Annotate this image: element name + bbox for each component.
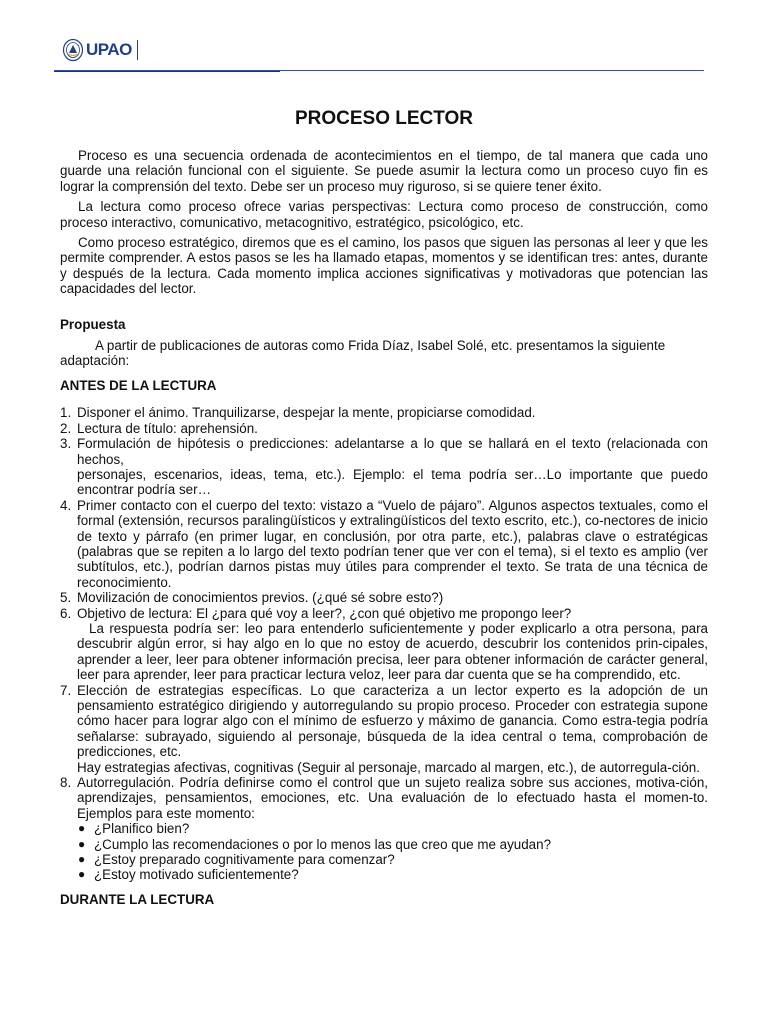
bullet-item: [77, 821, 708, 836]
item-text: Disponer el ánimo. Tranquilizarse, despejar la mente, propiciarse comodidad.: [77, 405, 536, 421]
propuesta-heading: Propuesta: [60, 316, 126, 332]
intro-paragraph: La lectura como proceso ofrece varias perspectivas: Lectura como proceso de construcción, como proceso interactivo, comunicativo, metacognitivo, estratégico, psicológico, etc.: [60, 199, 708, 230]
item-text: Objetivo de lectura: El ¿para qué voy a leer?, ¿con qué objetivo me propongo leer?: [77, 605, 572, 621]
bullet-text: ¿Estoy motivado suficientemente?: [94, 867, 299, 883]
bullet-text: ¿Cumplo las recomendaciones o por lo menos las que creo que me ayudan?: [94, 836, 552, 852]
upao-logo: [62, 38, 138, 62]
bullet-icon: ●: [78, 821, 86, 836]
bullet-icon: ●: [78, 836, 86, 851]
propuesta-paragraph: A partir de publicaciones de autoras como Frida Díaz, Isabel Solé, etc. presentamos la siguiente adaptación:: [60, 338, 666, 369]
document-body: [60, 108, 708, 907]
list-item: [60, 606, 708, 683]
page-header: [54, 36, 706, 76]
logo-text: UPAO: [86, 40, 132, 59]
list-item: [60, 405, 708, 420]
page-title: PROCESO LECTOR: [294, 108, 474, 129]
antes-steps-list: [60, 405, 708, 883]
item-number: 2.: [60, 420, 72, 436]
item-text: Movilización de conocimientos previos. (¿qué sé sobre esto?): [77, 590, 444, 606]
durante-heading: DURANTE LA LECTURA: [60, 891, 215, 907]
item-number: 7.: [60, 682, 72, 698]
bullet-item: [77, 867, 708, 882]
list-item: [60, 775, 708, 883]
item-text-continued: Hay estrategias afectivas, cognitivas (Seguir al personaje, marcado al margen, etc.), de autorregula-ción.: [77, 759, 700, 775]
list-item: [60, 436, 708, 498]
item-number: 6.: [60, 605, 72, 621]
university-seal-icon: [62, 38, 84, 62]
list-item: [60, 498, 708, 590]
bullet-text: ¿Planifico bien?: [94, 821, 190, 837]
item-number: 1.: [60, 405, 72, 421]
item-text-continued: personajes, escenarios, ideas, tema, etc.). Ejemplo: el tema podría ser…Lo importante que puedo encontrar podría ser…: [77, 466, 708, 498]
list-item: [60, 590, 708, 605]
bullet-icon: ●: [78, 852, 86, 867]
bullet-item: [77, 837, 708, 852]
item-number: 4.: [60, 497, 72, 513]
list-item: [60, 683, 708, 775]
item-number: 3.: [60, 436, 72, 452]
item-text: Lectura de título: aprehensión.: [77, 420, 258, 436]
intro-paragraph: Como proceso estratégico, diremos que es el camino, los pasos que siguen las personas al leer y que les permite comprender. A estos pasos se les ha llamado etapas, momentos y se identifican tres: antes, durante y después de la lectura. Cada momento implica acciones significativas y motivadoras que potencian las capacidades del lector.: [60, 235, 708, 297]
item-text: Formulación de hipótesis o predicciones: adelantarse a lo que se hallará en el texto (relacionada con hechos,: [77, 436, 708, 467]
item-text: Primer contacto con el cuerpo del texto: vistazo a “Vuelo de pájaro”. Algunos aspectos textuales, como el formal (extensión, recursos paralingüísticos y extralingüísticos del texto escrito, etc.), co-nectores de inicio de texto y párrafo (en primer lugar, en conclusión, por otra parte, etc.), palabras clave o estratégicas (palabras que se repiten a lo largo del texto podrían tener que ver con el tema), si el texto es amplio (ver subtítulos, etc.), podrían darnos pistas muy útiles para comprender el texto. Se trata de una técnica de reconocimiento.: [77, 497, 708, 590]
antes-heading: ANTES DE LA LECTURA: [60, 377, 217, 393]
item-text: Elección de estrategias específicas. Lo que caracteriza a un lector experto es la adopción de un pensamiento estratégico dirigiendo y autorregulando su propio proceso. Proceder con estrategia supone cómo hacer para lograr algo con el mínimo de esfuerzo y máximo de ganancia. Como estra-tegia podría señalarse: subrayado, siguiendo al personaje, búsqueda de la idea central o tema, comprobación de predicciones, etc.: [77, 682, 708, 760]
self-check-list: [77, 821, 708, 883]
item-number: 8.: [60, 775, 72, 791]
intro-paragraph: Proceso es una secuencia ordenada de acontecimientos en el tiempo, de tal manera que cada uno guarde una relación funcional con el siguiente. Se puede asumir la lectura como un proceso cuyo fin es lograr la comprensión del texto. Debe ser un proceso muy riguroso, si se quiere tener éxito.: [60, 148, 708, 194]
bullet-icon: ●: [78, 867, 86, 882]
list-item: [60, 421, 708, 436]
header-rule-accent: [54, 71, 280, 72]
item-text-continued: La respuesta podría ser: leo para entenderlo suficientemente y poder explicarlo a otra persona, para descubrir algún error, si hay algo en lo que no estoy de acuerdo, descubrir los contenidos prin-cipales, aprender a leer, leer para obtener información precisa, leer para obtener información de carácter general, leer para aprender, leer para practicar lectura veloz, leer para dar cuenta que se ha comprendido, etc.: [77, 620, 708, 683]
item-number: 5.: [60, 590, 72, 606]
bullet-text: ¿Estoy preparado cognitivamente para comenzar?: [94, 852, 395, 868]
bullet-item: [77, 852, 708, 867]
item-text: Autorregulación. Podría definirse como el control que un sujeto realiza sobre sus acciones, motiva-ción, aprendizajes, pensamientos, emociones, etc. Una evaluación de lo efectuado hasta el momen-to. Ejemplos para este momento:: [77, 775, 708, 821]
logo-divider: [137, 40, 138, 60]
